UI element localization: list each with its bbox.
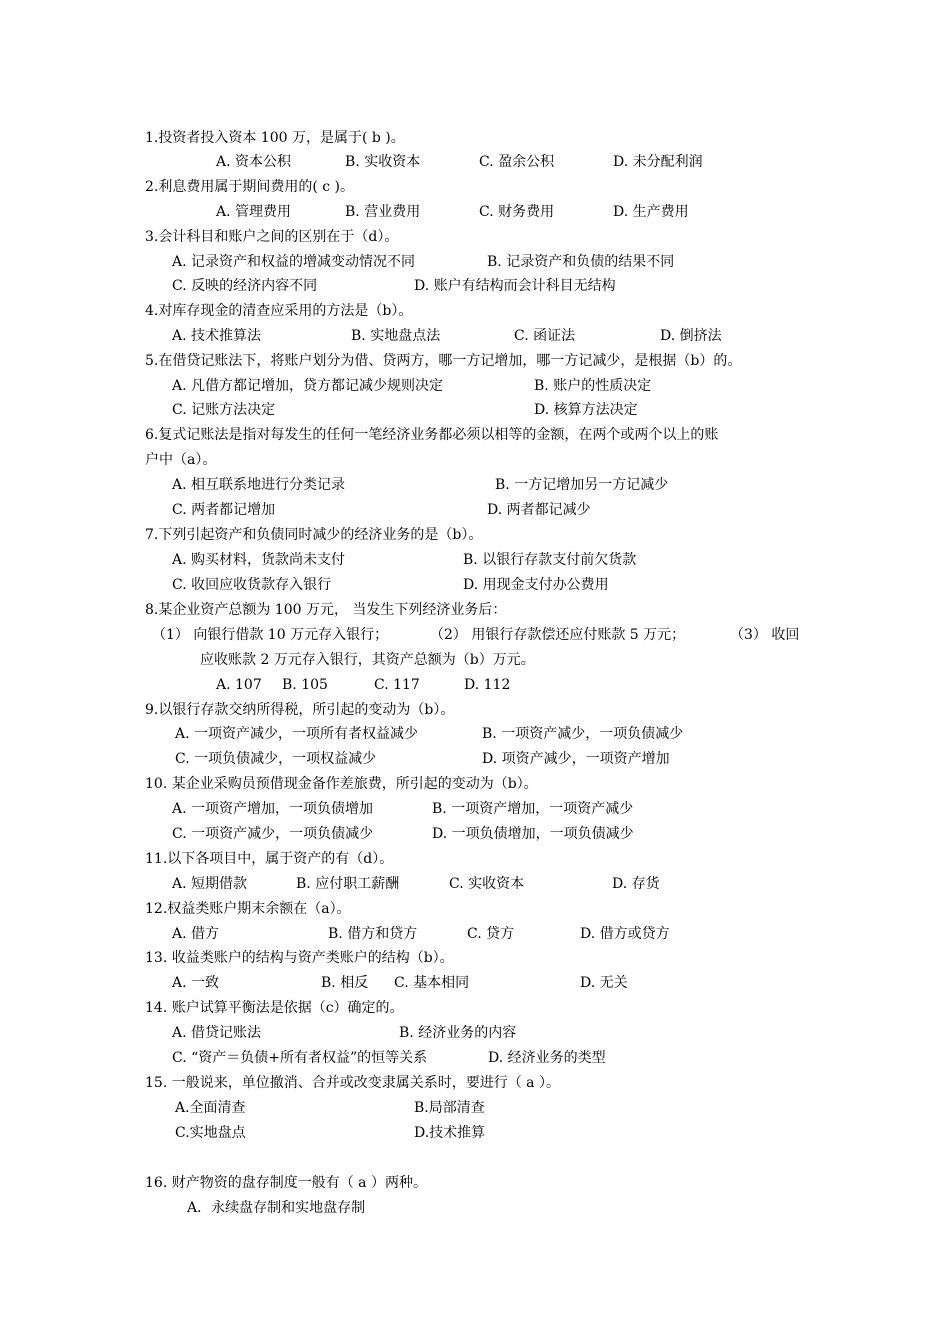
question-12-option-d: D. 借方或贷方: [580, 926, 670, 942]
question-2-option-a: A. 管理费用: [216, 204, 292, 220]
question-14-option-a: A. 借贷记账法: [172, 1025, 262, 1041]
question-15-stem: 15. 一般说来，单位撤消、合并或改变隶属关系时，要进行（ a ）。: [145, 1075, 560, 1091]
question-13-option-c: C. 基本相同: [394, 975, 470, 991]
question-2-option-c: C. 财务费用: [479, 204, 555, 220]
question-15-option-c: C.实地盘点: [175, 1125, 246, 1141]
question-5-option-a: A. 凡借方都记增加，贷方都记减少规则决定: [172, 378, 444, 394]
question-14-option-d: D. 经济业务的类型: [488, 1050, 606, 1066]
question-2-option-b: B. 营业费用: [345, 204, 421, 220]
question-11-option-a: A. 短期借款: [172, 876, 248, 892]
question-9-option-a: A. 一项资产减少，一项所有者权益减少: [175, 726, 419, 742]
question-8-option-b: B. 105: [282, 677, 328, 693]
question-6-option-d: D. 两者都记减少: [487, 502, 591, 518]
question-10-option-d: D. 一项负债增加，一项负债减少: [432, 826, 634, 842]
question-6-option-a: A. 相互联系地进行分类记录: [172, 477, 346, 493]
question-1-stem: 1.投资者投入资本 100 万，是属于( b )。: [145, 130, 405, 146]
question-9-option-d: D. 项资产减少，一项资产增加: [482, 751, 670, 767]
question-9-stem: 9.以银行存款交纳所得税，所引起的变动为（b）。: [145, 702, 455, 718]
question-10-stem: 10. 某企业采购员预借现金备作差旅费，所引起的变动为（b）。: [145, 776, 538, 792]
question-7-stem: 7.下列引起资产和负债同时减少的经济业务的是（b）。: [145, 527, 483, 543]
question-13-stem: 13. 收益类账户的结构与资产类账户的结构（b）。: [145, 950, 454, 966]
question-8-item-3: （3） 收回: [730, 627, 800, 643]
question-13-option-b: B. 相反: [321, 975, 369, 991]
question-6-option-b: B. 一方记增加另一方记减少: [495, 477, 669, 493]
question-5-option-b: B. 账户的性质决定: [534, 378, 652, 394]
question-10-option-c: C. 一项资产减少，一项负债减少: [172, 826, 374, 842]
question-11-option-c: C. 实收资本: [449, 876, 525, 892]
question-8-option-a: A. 107: [216, 677, 262, 693]
question-6-stem: 6.复式记账法是指对每发生的任何一笔经济业务都必须以相等的金额，在两个或两个以上的账: [145, 427, 719, 443]
question-4-option-a: A. 技术推算法: [172, 328, 262, 344]
question-14-option-b: B. 经济业务的内容: [399, 1025, 517, 1041]
question-8-item-1: （1） 向银行借款 10 万元存入银行；: [152, 627, 389, 643]
question-13-option-a: A. 一致: [172, 975, 220, 991]
question-11-stem: 11.以下各项目中，属于资产的有（d）。: [145, 851, 394, 867]
question-3-option-d: D. 账户有结构而会计科目无结构: [414, 278, 616, 294]
question-3-stem: 3.会计科目和账户之间的区别在于（d）。: [145, 229, 399, 245]
question-1-option-c: C. 盈余公积: [479, 154, 555, 170]
question-4-option-d: D. 倒挤法: [660, 328, 722, 344]
question-12-option-b: B. 借方和贷方: [328, 926, 418, 942]
question-1-option-d: D. 未分配利润: [613, 154, 703, 170]
question-4-stem: 4.对库存现金的清查应采用的方法是（b）。: [145, 303, 413, 319]
question-6-option-c: C. 两者都记增加: [172, 502, 276, 518]
question-2-option-d: D. 生产费用: [613, 204, 689, 220]
question-15-option-b: B.局部清查: [414, 1100, 485, 1116]
question-10-option-a: A. 一项资产增加，一项负债增加: [172, 801, 374, 817]
question-8-option-c: C. 117: [374, 677, 420, 693]
question-14-stem: 14. 账户试算平衡法是依据（c）确定的。: [145, 1000, 404, 1016]
question-15-option-d: D.技术推算: [414, 1125, 486, 1141]
question-3-option-b: B. 记录资产和负债的结果不同: [487, 254, 675, 270]
question-5-option-d: D. 核算方法决定: [534, 402, 638, 418]
question-7-option-c: C. 收回应收货款存入银行: [172, 577, 332, 593]
question-7-option-a: A. 购买材料，货款尚未支付: [172, 552, 346, 568]
question-3-option-a: A. 记录资产和权益的增减变动情况不同: [172, 254, 416, 270]
question-11-option-b: B. 应付职工薪酬: [296, 876, 400, 892]
question-5-option-c: C. 记账方法决定: [172, 402, 276, 418]
question-4-option-b: B. 实地盘点法: [351, 328, 441, 344]
question-5-stem: 5.在借贷记账法下，将账户划分为借、贷两方，哪一方记增加，哪一方记减少，是根据（b）的。: [145, 353, 742, 369]
question-3-option-c: C. 反映的经济内容不同: [172, 278, 318, 294]
question-13-option-d: D. 无关: [580, 975, 628, 991]
question-14-option-c: C. “资产＝负债+所有者权益”的恒等关系: [172, 1050, 428, 1066]
question-15-option-a: A.全面清查: [175, 1100, 246, 1116]
question-8-item-3-continued: 应收账款 2 万元存入银行，其资产总额为（b）万元。: [200, 652, 535, 668]
question-12-option-c: C. 贷方: [467, 926, 515, 942]
question-8-option-d: D. 112: [464, 677, 511, 693]
question-9-option-c: C. 一项负债减少，一项权益减少: [175, 751, 377, 767]
question-16-option-a: A．永续盘存制和实地盘存制: [187, 1200, 366, 1216]
question-12-option-a: A. 借方: [172, 926, 220, 942]
question-1-option-a: A. 资本公积: [216, 154, 292, 170]
question-7-option-b: B. 以银行存款支付前欠货款: [463, 552, 637, 568]
question-8-stem: 8.某企业资产总额为 100 万元， 当发生下列经济业务后：: [145, 602, 507, 618]
question-4-option-c: C. 函证法: [514, 328, 576, 344]
question-6-stem-continued: 户中（a）。: [145, 452, 217, 468]
question-7-option-d: D. 用现金支付办公费用: [463, 577, 609, 593]
question-12-stem: 12.权益类账户期末余额在（a）。: [145, 901, 351, 917]
question-11-option-d: D. 存货: [612, 876, 660, 892]
question-10-option-b: B. 一项资产增加，一项资产减少: [432, 801, 634, 817]
question-9-option-b: B. 一项资产减少，一项负债减少: [482, 726, 684, 742]
question-8-item-2: （2） 用银行存款偿还应付账款 5 万元；: [430, 627, 686, 643]
question-1-option-b: B. 实收资本: [345, 154, 421, 170]
question-16-stem: 16. 财产物资的盘存制度一般有（ a ）两种。: [145, 1175, 427, 1191]
question-2-stem: 2.利息费用属于期间费用的( c )。: [145, 179, 355, 195]
